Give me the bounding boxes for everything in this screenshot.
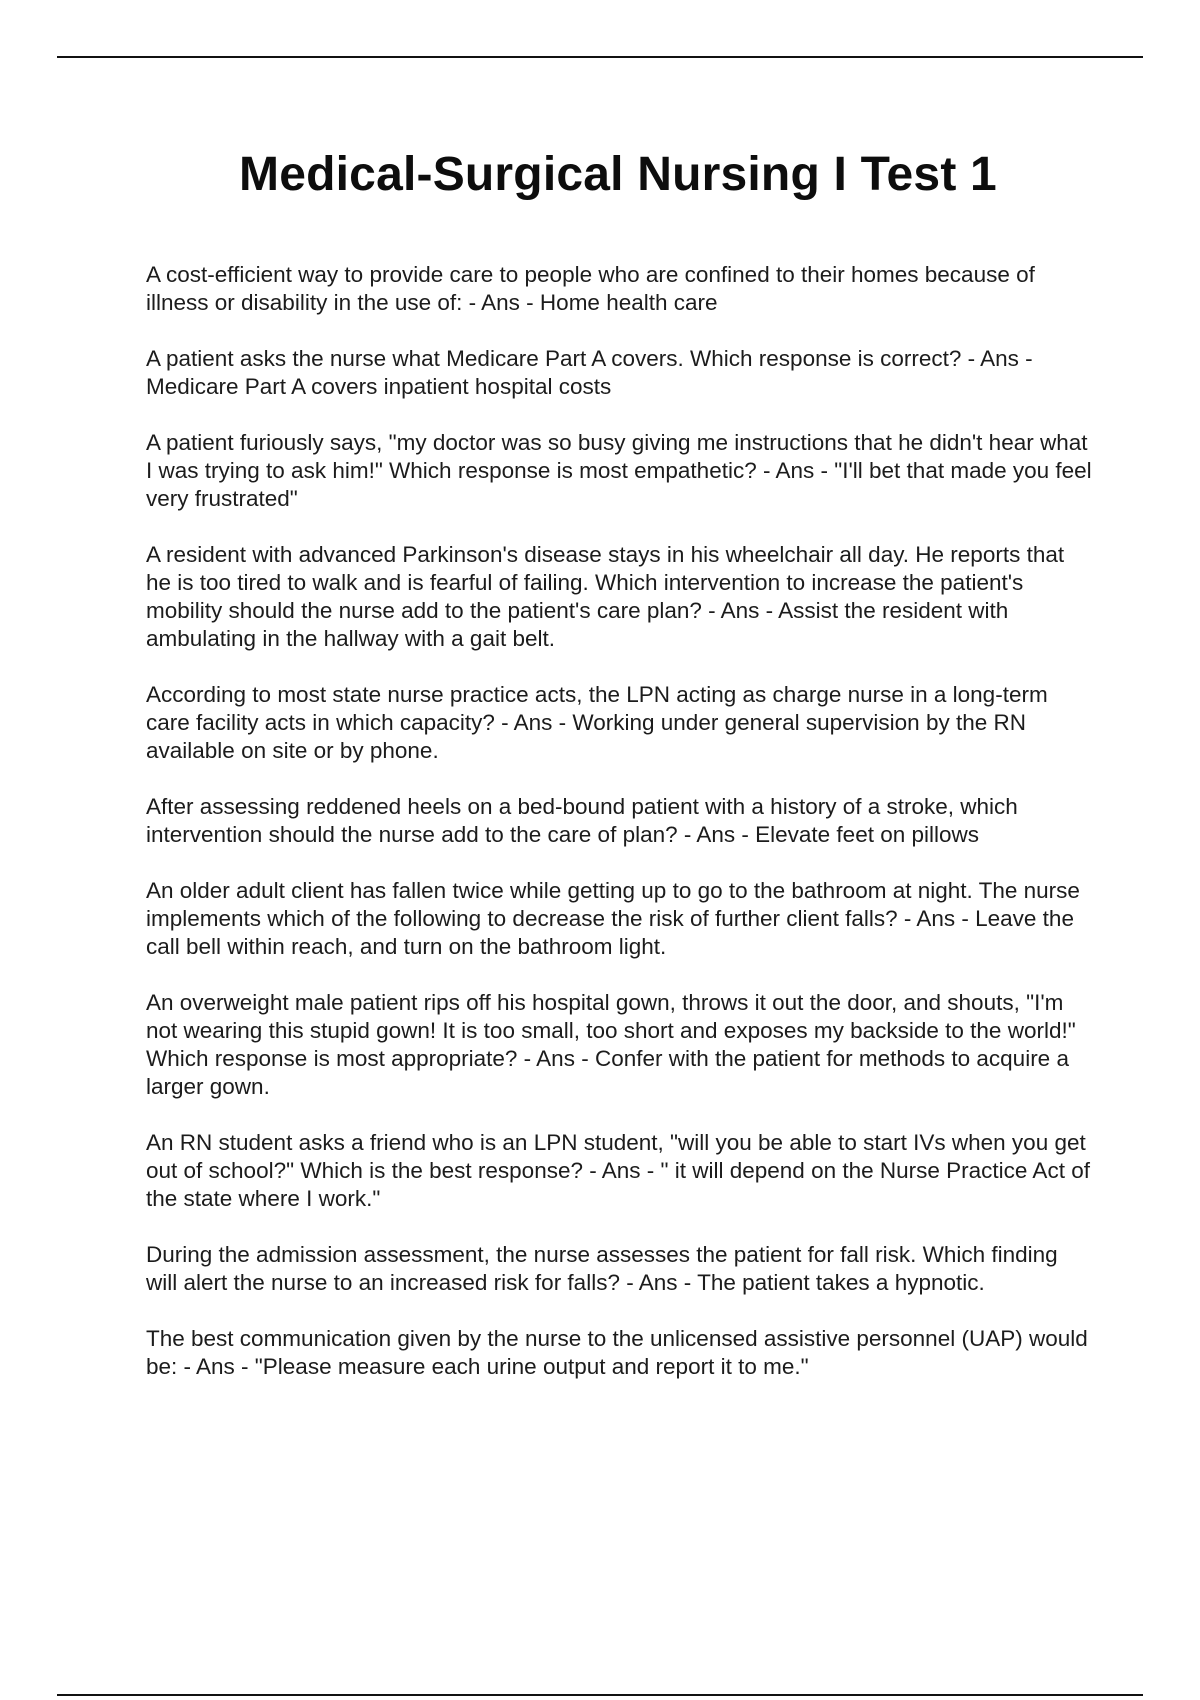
qa-item: A patient furiously says, "my doctor was so busy giving me instructions that he didn't hear what I was trying to ask him!" Which response is most empathetic? - Ans - "I'll bet that made you feel very frustrated" [146, 430, 1092, 511]
qa-item: After assessing reddened heels on a bed-bound patient with a history of a stroke, which intervention should the nurse add to the care of plan? - Ans - Elevate feet on pillows [146, 794, 1018, 847]
qa-item: According to most state nurse practice acts, the LPN acting as charge nurse in a long-term care facility acts in which capacity? - Ans - Working under general supervision by the RN available on site or by phone. [146, 682, 1048, 763]
qa-item: A cost-efficient way to provide care to people who are confined to their homes because of illness or disability in the use of: - Ans - Home health care [146, 262, 1035, 315]
bottom-divider [57, 1694, 1143, 1696]
question-answer-list [146, 261, 1092, 1409]
qa-item: An older adult client has fallen twice while getting up to go to the bathroom at night. The nurse implements which of the following to decrease the risk of further client falls? - Ans - Leave the call bell within reach, and turn on the bathroom light. [146, 878, 1080, 959]
top-divider [57, 56, 1143, 58]
qa-item: An RN student asks a friend who is an LPN student, "will you be able to start IVs when you get out of school?" Which is the best response? - Ans - " it will depend on the Nurse Practice Act of the state where I work." [146, 1130, 1090, 1211]
qa-item: An overweight male patient rips off his hospital gown, throws it out the door, and shouts, "I'm not wearing this stupid gown! It is too small, too short and exposes my backside to the world!" Which response is most appropriate? - Ans - Confer with the patient for methods to acquire a larger gown. [146, 990, 1076, 1099]
qa-item: During the admission assessment, the nurse assesses the patient for fall risk. Which finding will alert the nurse to an increased risk for falls? - Ans - The patient takes a hypnotic. [146, 1242, 1058, 1295]
qa-item: A patient asks the nurse what Medicare Part A covers. Which response is correct? - Ans - Medicare Part A covers inpatient hospital costs [146, 346, 1033, 399]
qa-item: The best communication given by the nurse to the unlicensed assistive personnel (UAP) would be: - Ans - "Please measure each urine output and report it to me." [146, 1326, 1088, 1379]
qa-item: A resident with advanced Parkinson's disease stays in his wheelchair all day. He reports that he is too tired to walk and is fearful of failing. Which intervention to increase the patient's mobility should the nurse add to the patient's care plan? - Ans - Assist the resident with ambulating in the hallway with a gait belt. [146, 542, 1065, 651]
page-title: Medical-Surgical Nursing I Test 1 [239, 148, 997, 201]
